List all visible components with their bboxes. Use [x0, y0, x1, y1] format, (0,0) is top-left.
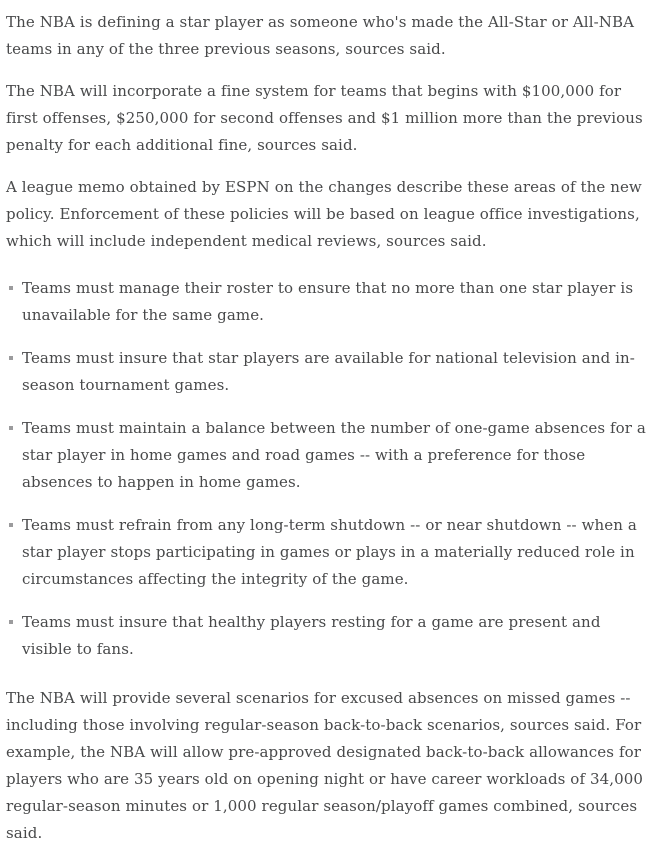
policy-bullet-list [6, 275, 648, 663]
list-item-text: Teams must insure that star players are available for national television and in-season tournament games. [22, 349, 635, 394]
list-item-text: Teams must refrain from any long-term shutdown -- or near shutdown -- when a star player stops participating in games or plays in a materially reduced role in circumstances affecting the integrity of the game. [22, 516, 637, 588]
list-item-text: Teams must insure that healthy players resting for a game are present and visible to fans. [22, 613, 601, 658]
paragraph-league-memo: A league memo obtained by ESPN on the changes describe these areas of the new policy. Enforcement of these policies will be based on league office investigations, which will include independent medical reviews, sources said. [6, 178, 642, 250]
list-item-home-road-balance [6, 415, 648, 496]
list-item-text: Teams must maintain a balance between the number of one-game absences for a star player in home games and road games -- with a preference for those absences to happen in home games. [22, 419, 646, 491]
square-bullet-icon [9, 523, 13, 527]
list-item-roster-management [6, 275, 648, 329]
list-item-national-tv [6, 345, 648, 399]
paragraph-fine-system: The NBA will incorporate a fine system for teams that begins with $100,000 for first offenses, $250,000 for second offenses and $1 million more than the previous penalty for each additional fine, sources said. [6, 82, 643, 154]
square-bullet-icon [9, 426, 13, 430]
square-bullet-icon [9, 356, 13, 360]
list-item-shutdown-rule [6, 512, 648, 593]
square-bullet-icon [9, 620, 13, 624]
paragraph-excused-absences: The NBA will provide several scenarios for excused absences on missed games -- including those involving regular-season back-to-back scenarios, sources said. For example, the NBA will allow pre-approved designated back-to-back allowances for players who are 35 years old on opening night or have career workloads of 34,000 regular-season minutes or 1,000 regular season/playoff games combined, sources said. [6, 689, 644, 842]
paragraph-star-definition: The NBA is defining a star player as someone who's made the All-Star or All-NBA teams in any of the three previous seasons, sources said. [6, 13, 635, 58]
square-bullet-icon [9, 286, 13, 290]
list-item-text: Teams must manage their roster to ensure that no more than one star player is unavailable for the same game. [22, 279, 634, 324]
list-item-visible-to-fans [6, 609, 648, 663]
